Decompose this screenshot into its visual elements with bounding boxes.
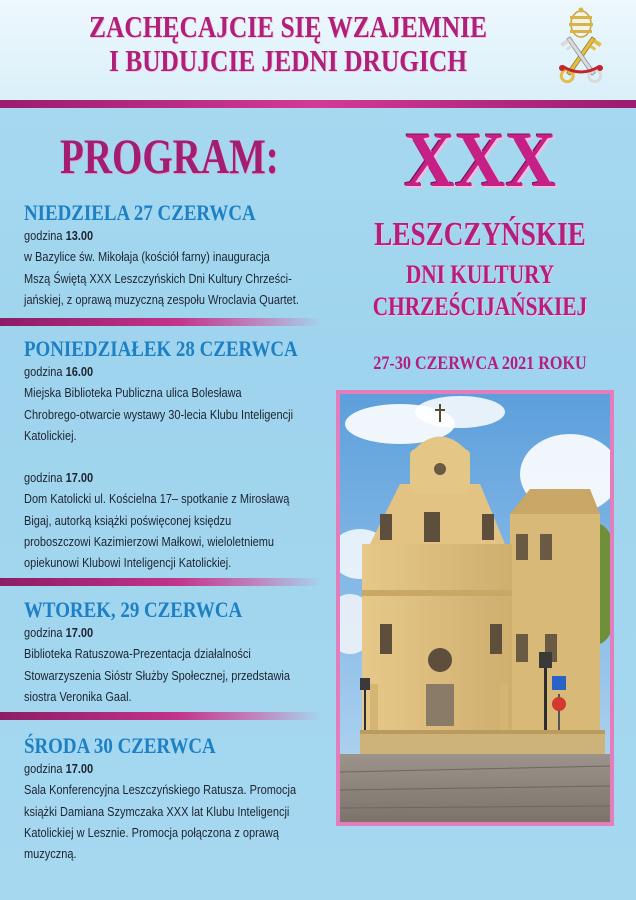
church-facade-photo [336, 390, 614, 826]
program-heading: PROGRAM: [60, 128, 279, 184]
event-line: proboszczowi Kazimierzowi Małkowi, wieloletniemu [24, 535, 275, 550]
day-title: NIEDZIELA 27 CZERWCA [24, 200, 256, 225]
section-divider [0, 318, 322, 326]
header-title [67, 10, 510, 78]
section-divider [0, 712, 322, 720]
event-line: Miejska Biblioteka Publiczna ulica Bolesława [24, 386, 242, 401]
festival-name-line-2: DNI KULTURY [405, 260, 555, 289]
time-value: 16.00 [65, 365, 94, 379]
day-section-monday [24, 336, 324, 575]
event-line: muzyczną. [24, 847, 77, 862]
event-line: siostra Veronika Gaal. [24, 689, 132, 704]
time-label: godzina [24, 471, 63, 486]
day-title: PONIEDZIAŁEK 28 CZERWCA [24, 336, 298, 361]
time-value: 13.00 [65, 229, 94, 243]
papal-keys-emblem-icon [548, 6, 614, 88]
time-label: godzina [24, 229, 63, 243]
event-line: opiekunowi Klubowi Inteligencji Katolickiej. [24, 556, 232, 571]
event-item [24, 759, 324, 865]
event-line: Katolickiej. [24, 428, 77, 443]
event-line: w Bazylice św. Mikołaja (kościół farny) inauguracja [24, 250, 270, 265]
church-illustration [340, 394, 610, 822]
event-item [24, 623, 324, 708]
time-value: 17.00 [65, 626, 94, 640]
festival-numeral: XXX [403, 116, 557, 203]
festival-name-line-3: CHRZEŚCIJAŃSKIEJ [372, 292, 588, 321]
event-line: Chrobrego-otwarcie wystawy 30-lecia Klubu Inteligencji [24, 407, 294, 422]
event-line: książki Damiana Szymczaka XXX lat Klubu Inteligencji [24, 804, 290, 819]
event-item [24, 362, 324, 447]
time-label: godzina [24, 365, 63, 379]
festival-name-line-1: LESZCZYŃSKIE [374, 216, 586, 253]
event-line: Stowarzyszenia Sióstr Służby Społecznej, przedstawia [24, 668, 290, 683]
day-section-sunday [24, 200, 324, 311]
header-title-line-1: ZACHĘCAJCIE SIĘ WZAJEMNIE [89, 9, 487, 44]
day-title: ŚRODA 30 CZERWCA [24, 733, 216, 758]
day-title: WTOREK, 29 CZERWCA [24, 597, 243, 622]
section-divider [0, 578, 322, 586]
time-label: godzina [24, 762, 63, 776]
day-section-wednesday [24, 733, 324, 865]
header-title-line-2: I BUDUJCIE JEDNI DRUGICH [108, 43, 468, 78]
event-line: Bigaj, autorką książki poświęconej księdzu [24, 513, 232, 528]
time-value: 17.00 [65, 471, 94, 486]
event-line: Dom Katolicki ul. Kościelna 17– spotkanie z Mirosławą [24, 492, 290, 507]
header-banner [0, 0, 636, 104]
header-divider [0, 100, 636, 108]
event-line: Sala Konferencyjna Leszczyńskiego Ratusza. Promocja [24, 783, 297, 798]
event-item [24, 226, 324, 311]
event-item [24, 468, 324, 574]
time-label: godzina [24, 626, 63, 640]
event-line: jańskiej, z oprawą muzyczną zespołu Wroclavia Quartet. [24, 292, 299, 307]
festival-dates: 27-30 CZERWCA 2021 ROKU [373, 353, 587, 374]
day-section-tuesday [24, 597, 324, 708]
time-value: 17.00 [65, 762, 94, 776]
event-line: Biblioteka Ratuszowa-Prezentacja działalności [24, 647, 251, 662]
event-line: Katolickiej w Lesznie. Promocja połączona z oprawą [24, 825, 279, 840]
event-line: Mszą Świętą XXX Leszczyńskich Dni Kultury Chrześci- [24, 271, 292, 286]
